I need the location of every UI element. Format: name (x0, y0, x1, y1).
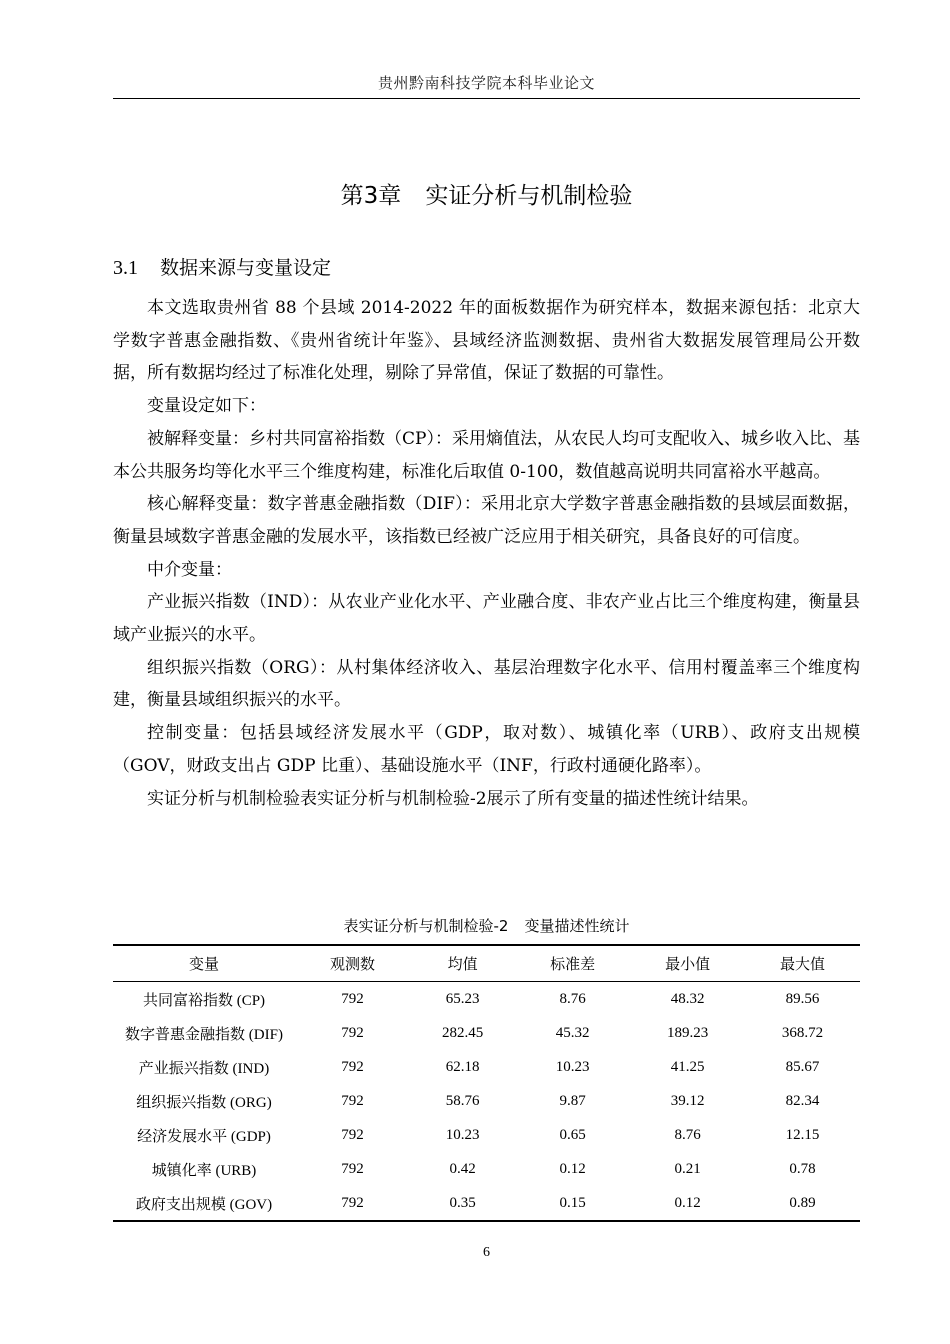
table-cell: 10.23 (555, 1058, 590, 1075)
paragraph: 变量设定如下： (147, 396, 266, 417)
table-cell: 45.32 (555, 1024, 590, 1041)
paragraph: 产业振兴指数（IND）：从农业产业化水平、产业融合度、非农产业占比三个维度构建，衡量县域产业振兴的水平。 (113, 592, 860, 646)
column-header: 观测数 (295, 945, 410, 982)
table-row (113, 1152, 860, 1186)
paragraph: 本文选取贵州省 88 个县域 2014-2022 年的面板数据作为研究样本，数据来源包括：北京大学数字普惠金融指数、《贵州省统计年鉴》、县域经济监测数据、贵州省大数据发展管理局公开数据，所有数据均经过了标准化处理，剔除了异常值，保证了数据的可靠性。 (113, 298, 860, 384)
table-cell: 85.67 (785, 1058, 820, 1075)
table-cell: 48.32 (670, 990, 705, 1007)
table-cell: 89.56 (785, 990, 820, 1007)
table-header-row (113, 945, 860, 982)
paragraph: 被解释变量：乡村共同富裕指数（CP）：采用熵值法，从农民人均可支配收入、城乡收入比、基本公共服务均等化水平三个维度构建，标准化后取值 0-100，数值越高说明共同富裕水平越高。 (113, 428, 860, 482)
table-cell: 0.65 (559, 1126, 586, 1143)
table-cell: 经济发展水平 (GDP) (137, 1128, 271, 1145)
table-cell: 792 (341, 1058, 364, 1075)
table-caption (113, 915, 860, 936)
table-row (113, 1118, 860, 1152)
table-caption-label: 表实证分析与机制检验-2 (343, 917, 509, 935)
paragraph: 中介变量： (147, 559, 232, 580)
table-cell: 0.35 (410, 1186, 515, 1221)
column-header: 均值 (410, 945, 515, 982)
table-cell: 792 (341, 1092, 364, 1109)
table-cell: 8.76 (559, 990, 586, 1007)
table-cell: 0.89 (745, 1186, 860, 1221)
table-row (113, 1016, 860, 1050)
section-number: 3.1 (113, 257, 138, 279)
table-cell: 0.12 (559, 1160, 586, 1177)
table-caption-title: 变量描述性统计 (524, 917, 630, 935)
page-number: 6 (483, 1245, 490, 1260)
header-rule (113, 98, 860, 99)
table-cell: 792 (341, 1160, 364, 1177)
table-cell: 组织振兴指数 (ORG) (136, 1094, 272, 1111)
chapter-number: 第3章 (340, 183, 402, 209)
section-title-text: 数据来源与变量设定 (160, 257, 332, 279)
table-cell: 58.76 (445, 1092, 480, 1109)
table-cell: 9.87 (559, 1092, 586, 1109)
column-header: 最小值 (630, 945, 745, 982)
table-cell: 62.18 (445, 1058, 480, 1075)
column-header: 变量 (113, 945, 295, 982)
table-cell: 8.76 (674, 1126, 701, 1143)
table-cell: 792 (341, 1126, 364, 1143)
table-cell: 82.34 (785, 1092, 820, 1109)
table-cell: 城镇化率 (URB) (151, 1162, 257, 1179)
table-cell: 政府支出规模 (GOV) (113, 1186, 295, 1221)
table-row (113, 982, 860, 1017)
table-cell: 产业振兴指数 (IND) (138, 1060, 270, 1077)
table-cell: 792 (295, 1186, 410, 1221)
table-cell: 792 (341, 1024, 364, 1041)
table-cell: 0.21 (674, 1160, 701, 1177)
descriptive-stats-table (113, 944, 860, 1222)
table-cell: 0.78 (789, 1160, 816, 1177)
chapter-title-text: 实证分析与机制检验 (425, 183, 633, 209)
paragraph: 组织振兴指数（ORG）：从村集体经济收入、基层治理数字化水平、信用村覆盖率三个维度构建，衡量县域组织振兴的水平。 (113, 657, 860, 711)
table-cell: 共同富裕指数 (CP) (142, 992, 266, 1009)
table-cell: 0.12 (630, 1186, 745, 1221)
table-cell: 0.15 (515, 1186, 630, 1221)
table-cell: 792 (341, 990, 364, 1007)
table-cell: 189.23 (666, 1024, 709, 1041)
table-cell: 10.23 (445, 1126, 480, 1143)
column-header: 最大值 (745, 945, 860, 982)
running-header: 贵州黔南科技学院本科毕业论文 (377, 74, 595, 92)
body-text (113, 292, 860, 815)
paragraph: 实证分析与机制检验表实证分析与机制检验-2展示了所有变量的描述性统计结果。 (147, 788, 759, 809)
table-row (113, 1050, 860, 1084)
table-cell: 41.25 (670, 1058, 705, 1075)
section-title (113, 253, 331, 280)
table-cell: 数字普惠金融指数 (DIF) (125, 1026, 283, 1043)
table-cell: 368.72 (781, 1024, 824, 1041)
table-cell: 0.42 (449, 1160, 476, 1177)
table-row (113, 1186, 860, 1221)
table-cell: 282.45 (441, 1024, 484, 1041)
table-cell: 65.23 (445, 990, 480, 1007)
table-cell: 39.12 (670, 1092, 705, 1109)
chapter-title (113, 177, 860, 210)
table-row (113, 1084, 860, 1118)
table-cell: 12.15 (785, 1126, 820, 1143)
paragraph: 控制变量：包括县域经济发展水平（GDP，取对数）、城镇化率（URB）、政府支出规模（GOV，财政支出占 GDP 比重）、基础设施水平（INF，行政村通硬化路率）。 (113, 723, 860, 776)
column-header: 标准差 (515, 945, 630, 982)
paragraph: 核心解释变量：数字普惠金融指数（DIF）：采用北京大学数字普惠金融指数的县域层面数据，衡量县域数字普惠金融的发展水平，该指数已经被广泛应用于相关研究，具备良好的可信度。 (113, 494, 860, 547)
